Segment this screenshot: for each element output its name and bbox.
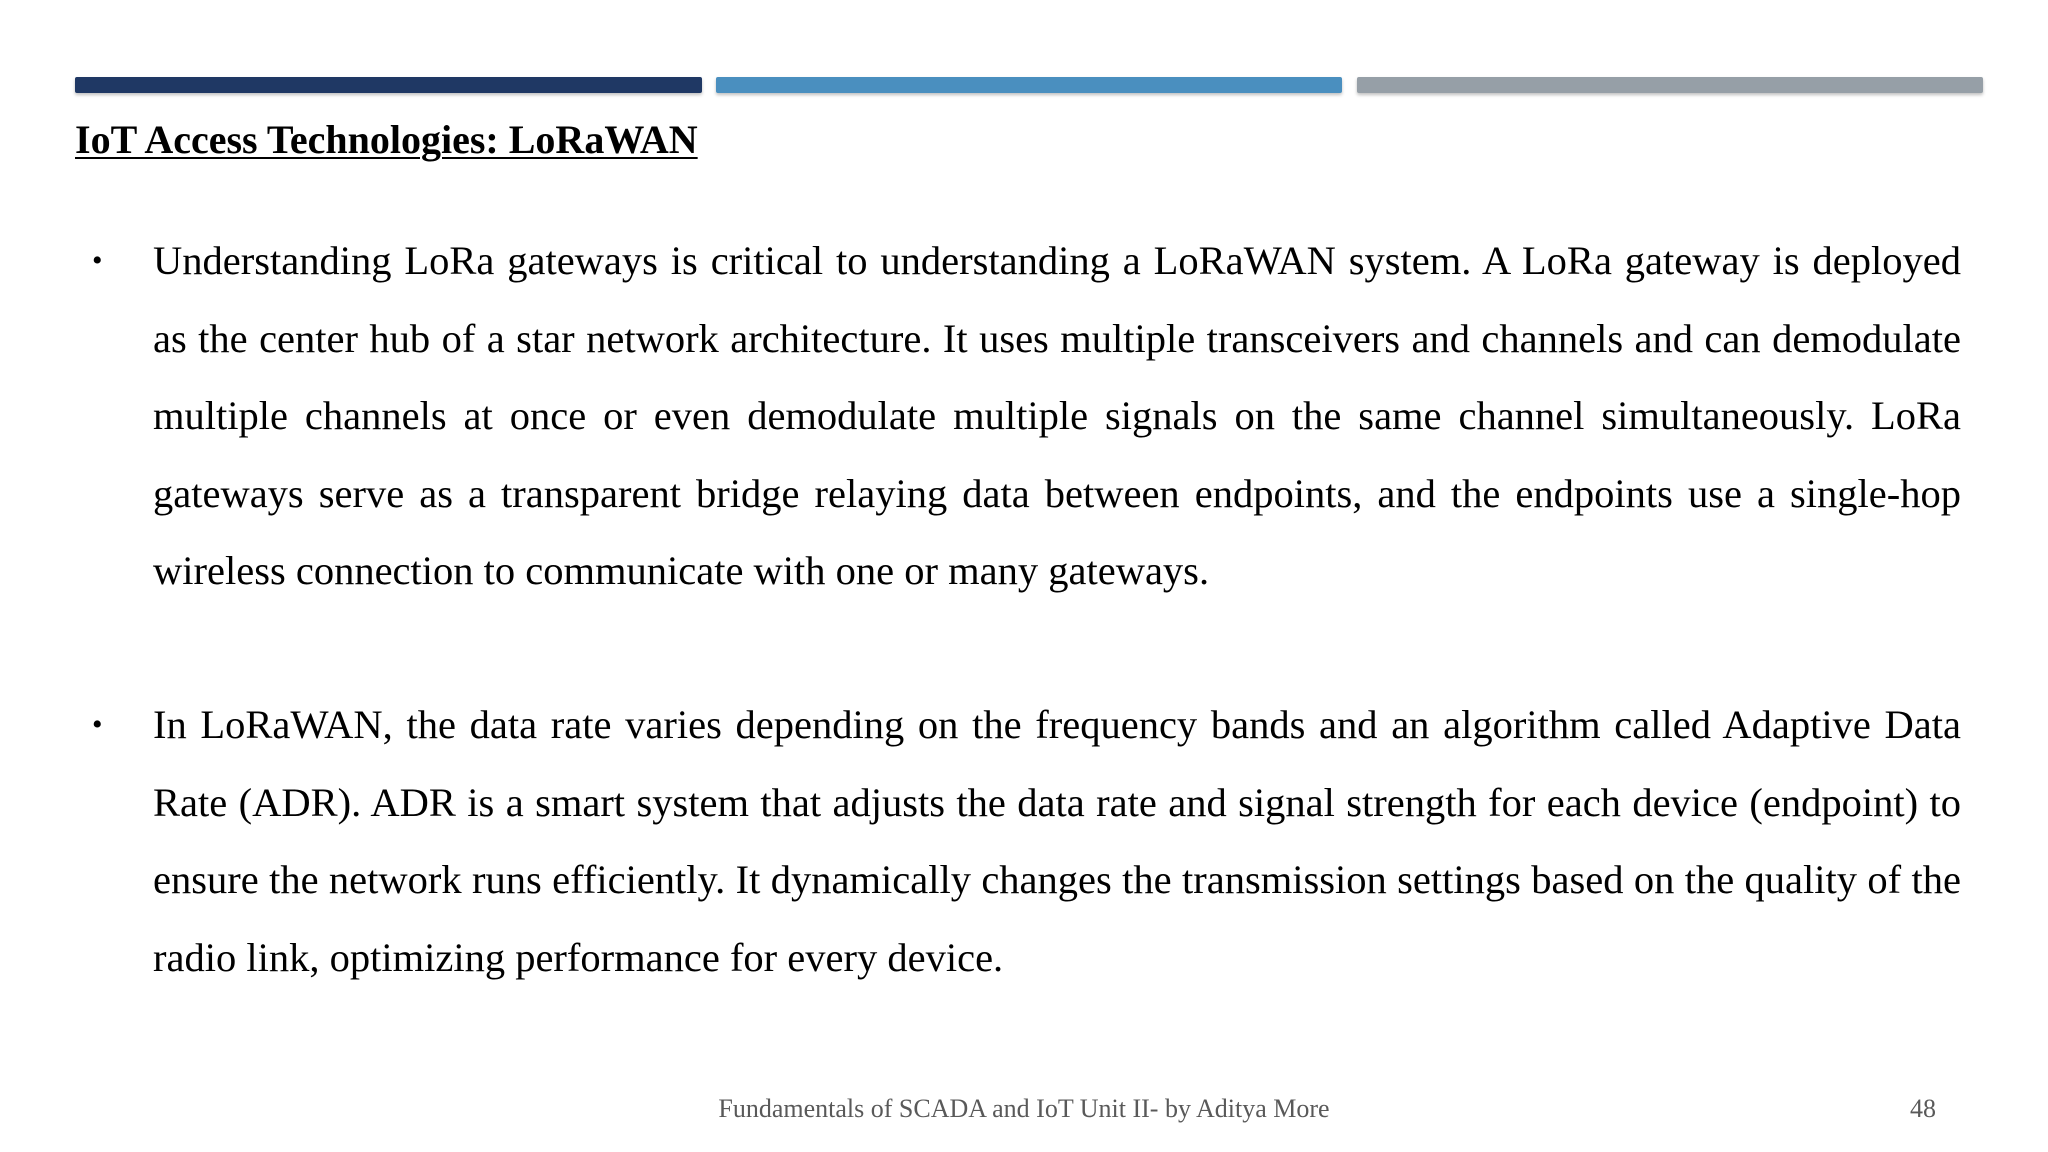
slide-footer: Fundamentals of SCADA and IoT Unit II- by Aditya More <box>718 1094 1330 1123</box>
slide-title: IoT Access Technologies: LoRaWAN <box>75 117 698 162</box>
accent-bar-light-blue <box>716 77 1342 93</box>
accent-bar-dark-blue <box>75 77 702 93</box>
accent-bar-gray <box>1357 77 1983 93</box>
bullet-text-lora-gateways: Understanding LoRa gateways is critical to understanding a LoRaWAN system. A LoRa gateway is deployed as the center hub of a star network architecture. It uses multiple transceivers and channels and can demodulate multiple channels at once or even demodulate multiple signals on the same channel simultaneously. LoRa gateways serve as a transparent bridge relaying data between endpoints, and the endpoints use a single-hop wireless connection to communicate with one or many gateways. <box>153 238 1961 593</box>
page-number: 48 <box>1910 1094 1936 1123</box>
bullet-marker: • <box>92 708 103 741</box>
bullet-marker: • <box>92 244 103 277</box>
bullet-text-adaptive-data-rate: In LoRaWAN, the data rate varies depending on the frequency bands and an algorithm called Adaptive Data Rate (ADR). ADR is a smart system that adjusts the data rate and signal strength for each device (endpoint) to ensure the network runs efficiently. It dynamically changes the transmission settings based on the quality of the radio link, optimizing performance for every device. <box>153 702 1961 980</box>
